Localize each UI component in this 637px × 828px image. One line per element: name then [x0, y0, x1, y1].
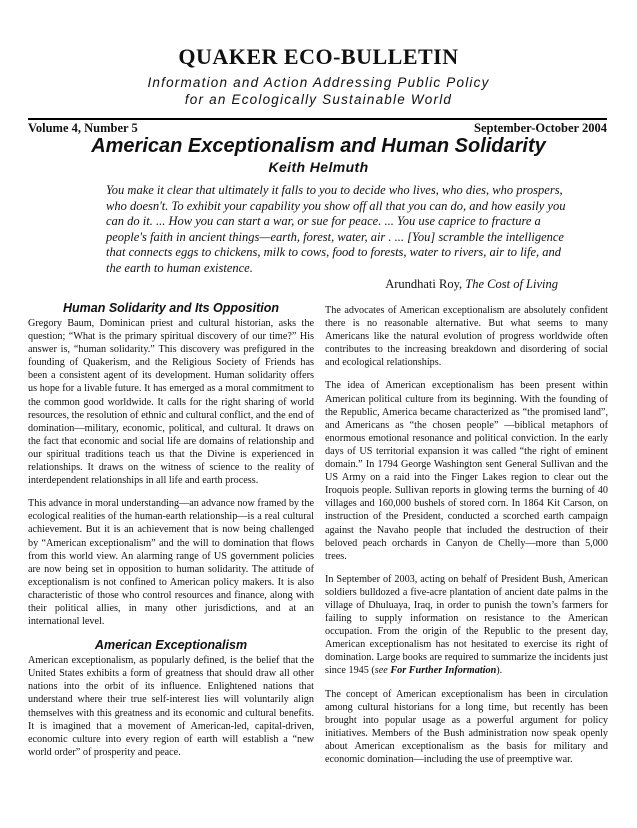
article-title: American Exceptionalism and Human Solidarity	[91, 135, 546, 157]
publication-subtitle-line2: for an Ecologically Sustainable World	[184, 92, 453, 107]
publication-subtitle-line1: Information and Action Addressing Public Policy	[147, 75, 490, 90]
right-column	[325, 304, 608, 776]
attribution-work: The Cost of Living	[465, 277, 558, 291]
section-heading-solidarity: Human Solidarity and Its Opposition	[63, 301, 279, 315]
epigraph-line: can do it. ... How you can start a war, or sue for peace. ... You use caprice to fracture a	[106, 214, 541, 229]
section-heading-exceptionalism: American Exceptionalism	[94, 638, 248, 653]
epigraph-line: that connects eggs to chickens, milk to cows, food to forests, water to rivers, air to life, and	[106, 245, 562, 260]
body-paragraph: The concept of American exceptionalism has been in circulation among cultural historians for a long time, but recently has been brought into popular usage as a powerful argument for policy initiatives. Members of the Bush administration now speak openly about American exceptionalism as the basis for military and economic domination—including the use of preemptive war.	[325, 688, 608, 765]
body-paragraph: American exceptionalism, as popularly defined, is the belief that the United States exhibits a form of greatness that should draw all other nations into the orbit of its influence. Enlightened nations that understand where their true self-interest lies will voluntarily align themselves with this greatness and its economic and cultural benefits. It is imagined that a movement of American-led, capital-driven, economic culture into every region of earth will establish a “new world order” of prosperity and peace.	[28, 655, 314, 758]
volume-number: Volume 4, Number 5	[28, 121, 138, 135]
body-paragraph: The idea of American exceptionalism has been present within American political culture from its beginning. With the founding of the Republic, America became characterized as “the promised land”, and Americans as “the chosen people” —biblical metaphors of enormous emotional resonance and political conviction. In the early days of US territorial expansion it was called “the right of eminent domain.” In 1794 George Washington sent General Sullivan and the US Army on a raid into the Finger Lakes region to clear out the Iroquois people. Sullivan reports in glowing terms the burning of 40 villages and 160,000 bushels of stored corn. In 1864 Kit Carson, on instruction of the President, conducted a scorched earth campaign against the Navaho people that included the destruction of their beloved peach orchards in Canyon de Chelly—more than 5,000 trees.	[325, 380, 608, 562]
body-paragraph: Gregory Baum, Dominican priest and cultural historian, asks the question; “What is the primary spiritual discovery of our time?” His answer is, “human solidarity.” This discovery was prefigured in the founding of Quakerism, and the Religious Society of Friends has been a consistent agent of its development. Human solidarity offers us hope for a livable future. It has emerged as a moral commitment to the common good worldwide. It calls for the right sharing of world resources, the resolution of ethnic and cultural conflict, and the end of domination—military, economic, political, and cultural. It draws on the fact that economic and social life are domains of relationship and our spiritual traditions teach us that the Divine is experienced in relationships. It draws on the witness of science to the reality of interdependent relationships in all life and earth process.	[28, 318, 314, 487]
masthead	[0, 44, 637, 108]
epigraph-line: people's faith in ancient things—earth, forest, water, air . ... [You] scramble the intelligence	[106, 229, 564, 244]
paragraph-text-end: ).	[496, 665, 503, 677]
paragraph-text: In September of 2003, acting on behalf of President Bush, American soldiers bulldozed a five-acre plantation of ancient date palms in the village of Dhuluaya, Iraq, in order to punish the town’s farmers for failing to supply information on resistance to the American occupation. From the origin of the Republic to the present day, American exceptionalism has not hesitated to exercise its right of domination. Large books are required to summarize the incidents just since 1945 (	[325, 573, 608, 677]
epigraph-line: who doesn't. To exhibit your capability you show off all that you can do, and how easily you	[106, 198, 566, 213]
further-information-reference: For Further Information	[390, 665, 497, 677]
left-column	[28, 301, 314, 769]
article-author: Keith Helmuth	[268, 159, 369, 175]
epigraph-quote	[106, 183, 566, 277]
epigraph-attribution	[300, 277, 558, 292]
body-paragraph: The advocates of American exceptionalism are absolutely confident there is no reasonable alternative. But what seems to many Americans like the natural evolution of progress worldwide often contributes to the increasing breakdown and disordering of social and ecological relationships.	[325, 305, 608, 369]
publication-title: QUAKER ECO-BULLETIN	[178, 44, 459, 69]
see-reference: see	[374, 665, 391, 677]
body-paragraph	[325, 573, 608, 678]
epigraph-line: You make it clear that ultimately it falls to you to decide who lives, who dies, who prospers,	[106, 183, 563, 197]
issue-date: September-October 2004	[474, 121, 607, 135]
body-paragraph: This advance in moral understanding—an advance now framed by the ecological realities of the human-earth relationship—is a real cultural achievement. But it is an achievement that is now being challenged by “American exceptionalism” and the will to domination that flows from this world view. An alarming range of US government policies are now being set in opposition to human solidarity. The attitude of exceptionalism is not confined to American policy makers. It is also characteristic of those who control resources and finance, along with their political allies, in many other jurisdictions, and at an international level.	[28, 498, 315, 628]
attribution-author: Arundhati Roy,	[385, 277, 466, 291]
epigraph-line: the earth to human existence.	[106, 260, 253, 275]
